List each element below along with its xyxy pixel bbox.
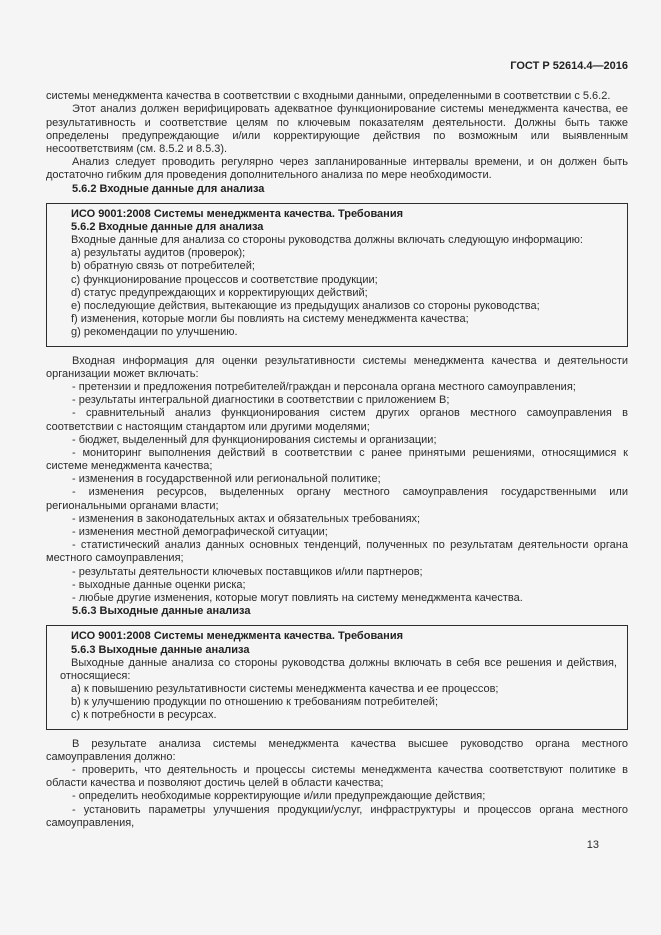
section-heading-5-6-3: 5.6.3 Выходные данные анализа	[72, 605, 251, 618]
list-item: - установить параметры улучшения продукции/услуг, инфраструктуры и процессов органа местного самоуправления,	[46, 803, 628, 829]
list-item: - статистический анализ данных основных тенденций, полученных по результатам деятельности органа местного самоуправления;	[46, 539, 628, 565]
quote-box-subtitle: 5.6.2 Входные данные для анализа	[71, 220, 264, 233]
quote-box-intro: Выходные данные анализа со стороны руководства должны включать в себя все решения и действия, относящиеся:	[60, 656, 617, 682]
quote-box-item: a) результаты аудитов (проверок);	[71, 247, 246, 260]
quote-box-item: c) функционирование процессов и соответствие продукции;	[71, 273, 378, 286]
list-item: - изменения в государственной или региональной политике;	[72, 473, 381, 486]
list-item: - результаты деятельности ключевых поставщиков и/или партнеров;	[72, 565, 423, 578]
list-item: - результаты интегральной диагностики в соответствии с приложением В;	[72, 394, 450, 407]
list-item: - бюджет, выделенный для функционирования системы и организации;	[72, 433, 437, 446]
paragraph: Анализ следует проводить регулярно через запланированные интервалы времени, и он должен быть достаточно гибким для проведения дополнительного анализа по мере необходимости.	[46, 156, 628, 182]
list-item: - проверить, что деятельность и процессы системы менеджмента качества соответствуют политике в области качества и позволяют достичь целей в области качества;	[46, 764, 628, 790]
page-number: 13	[586, 839, 599, 851]
list-item: - изменения в законодательных актах и обязательных требованиях;	[72, 512, 421, 525]
quote-box-intro: Входные данные для анализа со стороны руководства должны включать следующую информацию:	[71, 234, 583, 247]
quote-box-title: ИСО 9001:2008 Системы менеджмента качества. Требования	[71, 630, 404, 643]
page-header	[46, 60, 628, 73]
quote-box-subtitle: 5.6.3 Выходные данные анализа	[71, 643, 250, 656]
list-item: - изменения ресурсов, выделенных органу местного самоуправления государственными или региональными органами власти;	[46, 486, 628, 512]
paragraph: В результате анализа системы менеджмента качества высшее руководство органа местного самоуправления должно:	[46, 737, 628, 763]
page-content	[46, 90, 628, 830]
list-item: - мониторинг выполнения действий в соответствии с ранее принятыми решениями, относящимися к системе менеджмента качества;	[46, 446, 628, 473]
list-item: - любые другие изменения, которые могут повлиять на систему менеджмента качества.	[72, 591, 523, 604]
list-item: - претензии и предложения потребителей/граждан и персонала органа местного самоуправления;	[72, 380, 576, 393]
paragraph-continued: системы менеджмента качества в соответствии с входными данными, определенными в соответствии с 5.6.2.	[46, 90, 611, 103]
quote-box-item: e) последующие действия, вытекающие из предыдущих анализов со стороны руководства;	[71, 300, 540, 312]
list-item: - изменения местной демографической ситуации;	[72, 526, 328, 538]
list-item: - выходные данные оценки риска;	[72, 578, 246, 591]
quote-box-title: ИСО 9001:2008 Системы менеджмента качества. Требования	[71, 207, 404, 220]
quote-box-item: f) изменения, которые могли бы повлиять на систему менеджмента качества;	[71, 313, 469, 326]
document-code: ГОСТ Р 52614.4—2016	[510, 60, 628, 72]
iso-quote-box-5-6-2	[46, 203, 628, 347]
list-item: - определить необходимые корректирующие и/или предупреждающие действия;	[72, 790, 486, 803]
paragraph: Этот анализ должен верифицировать адекватное функционирование системы менеджмента качества, ее результативность и соответствие целям по ключевым показателям деятельности. Должны быть также определены предупреждающие и/или корректирующие действия по возможным или выявленным несоответствиям (см. 8.5.2 и 8.5.3).	[46, 103, 628, 155]
quote-box-item: g) рекомендации по улучшению.	[71, 326, 238, 339]
quote-box-item: a) к повышению результативности системы менеджмента качества и ее процессов;	[71, 683, 499, 696]
section-heading-5-6-2: 5.6.2 Входные данные для анализа	[72, 182, 265, 195]
list-item: - сравнительный анализ функционирования систем других органов местного самоуправления в соответствии с настоящим стандартом или другими моделями;	[46, 407, 628, 433]
quote-box-item: b) обратную связь от потребителей;	[71, 260, 255, 273]
quote-box-item: d) статус предупреждающих и корректирующих действий;	[71, 286, 368, 299]
paragraph: Входная информация для оценки результативности системы менеджмента качества и деятельности организации может включать:	[46, 354, 628, 380]
iso-quote-box-5-6-3	[46, 625, 628, 729]
quote-box-item: b) к улучшению продукции по отношению к требованиям потребителей;	[71, 696, 439, 709]
quote-box-item: c) к потребности в ресурсах.	[71, 709, 217, 722]
